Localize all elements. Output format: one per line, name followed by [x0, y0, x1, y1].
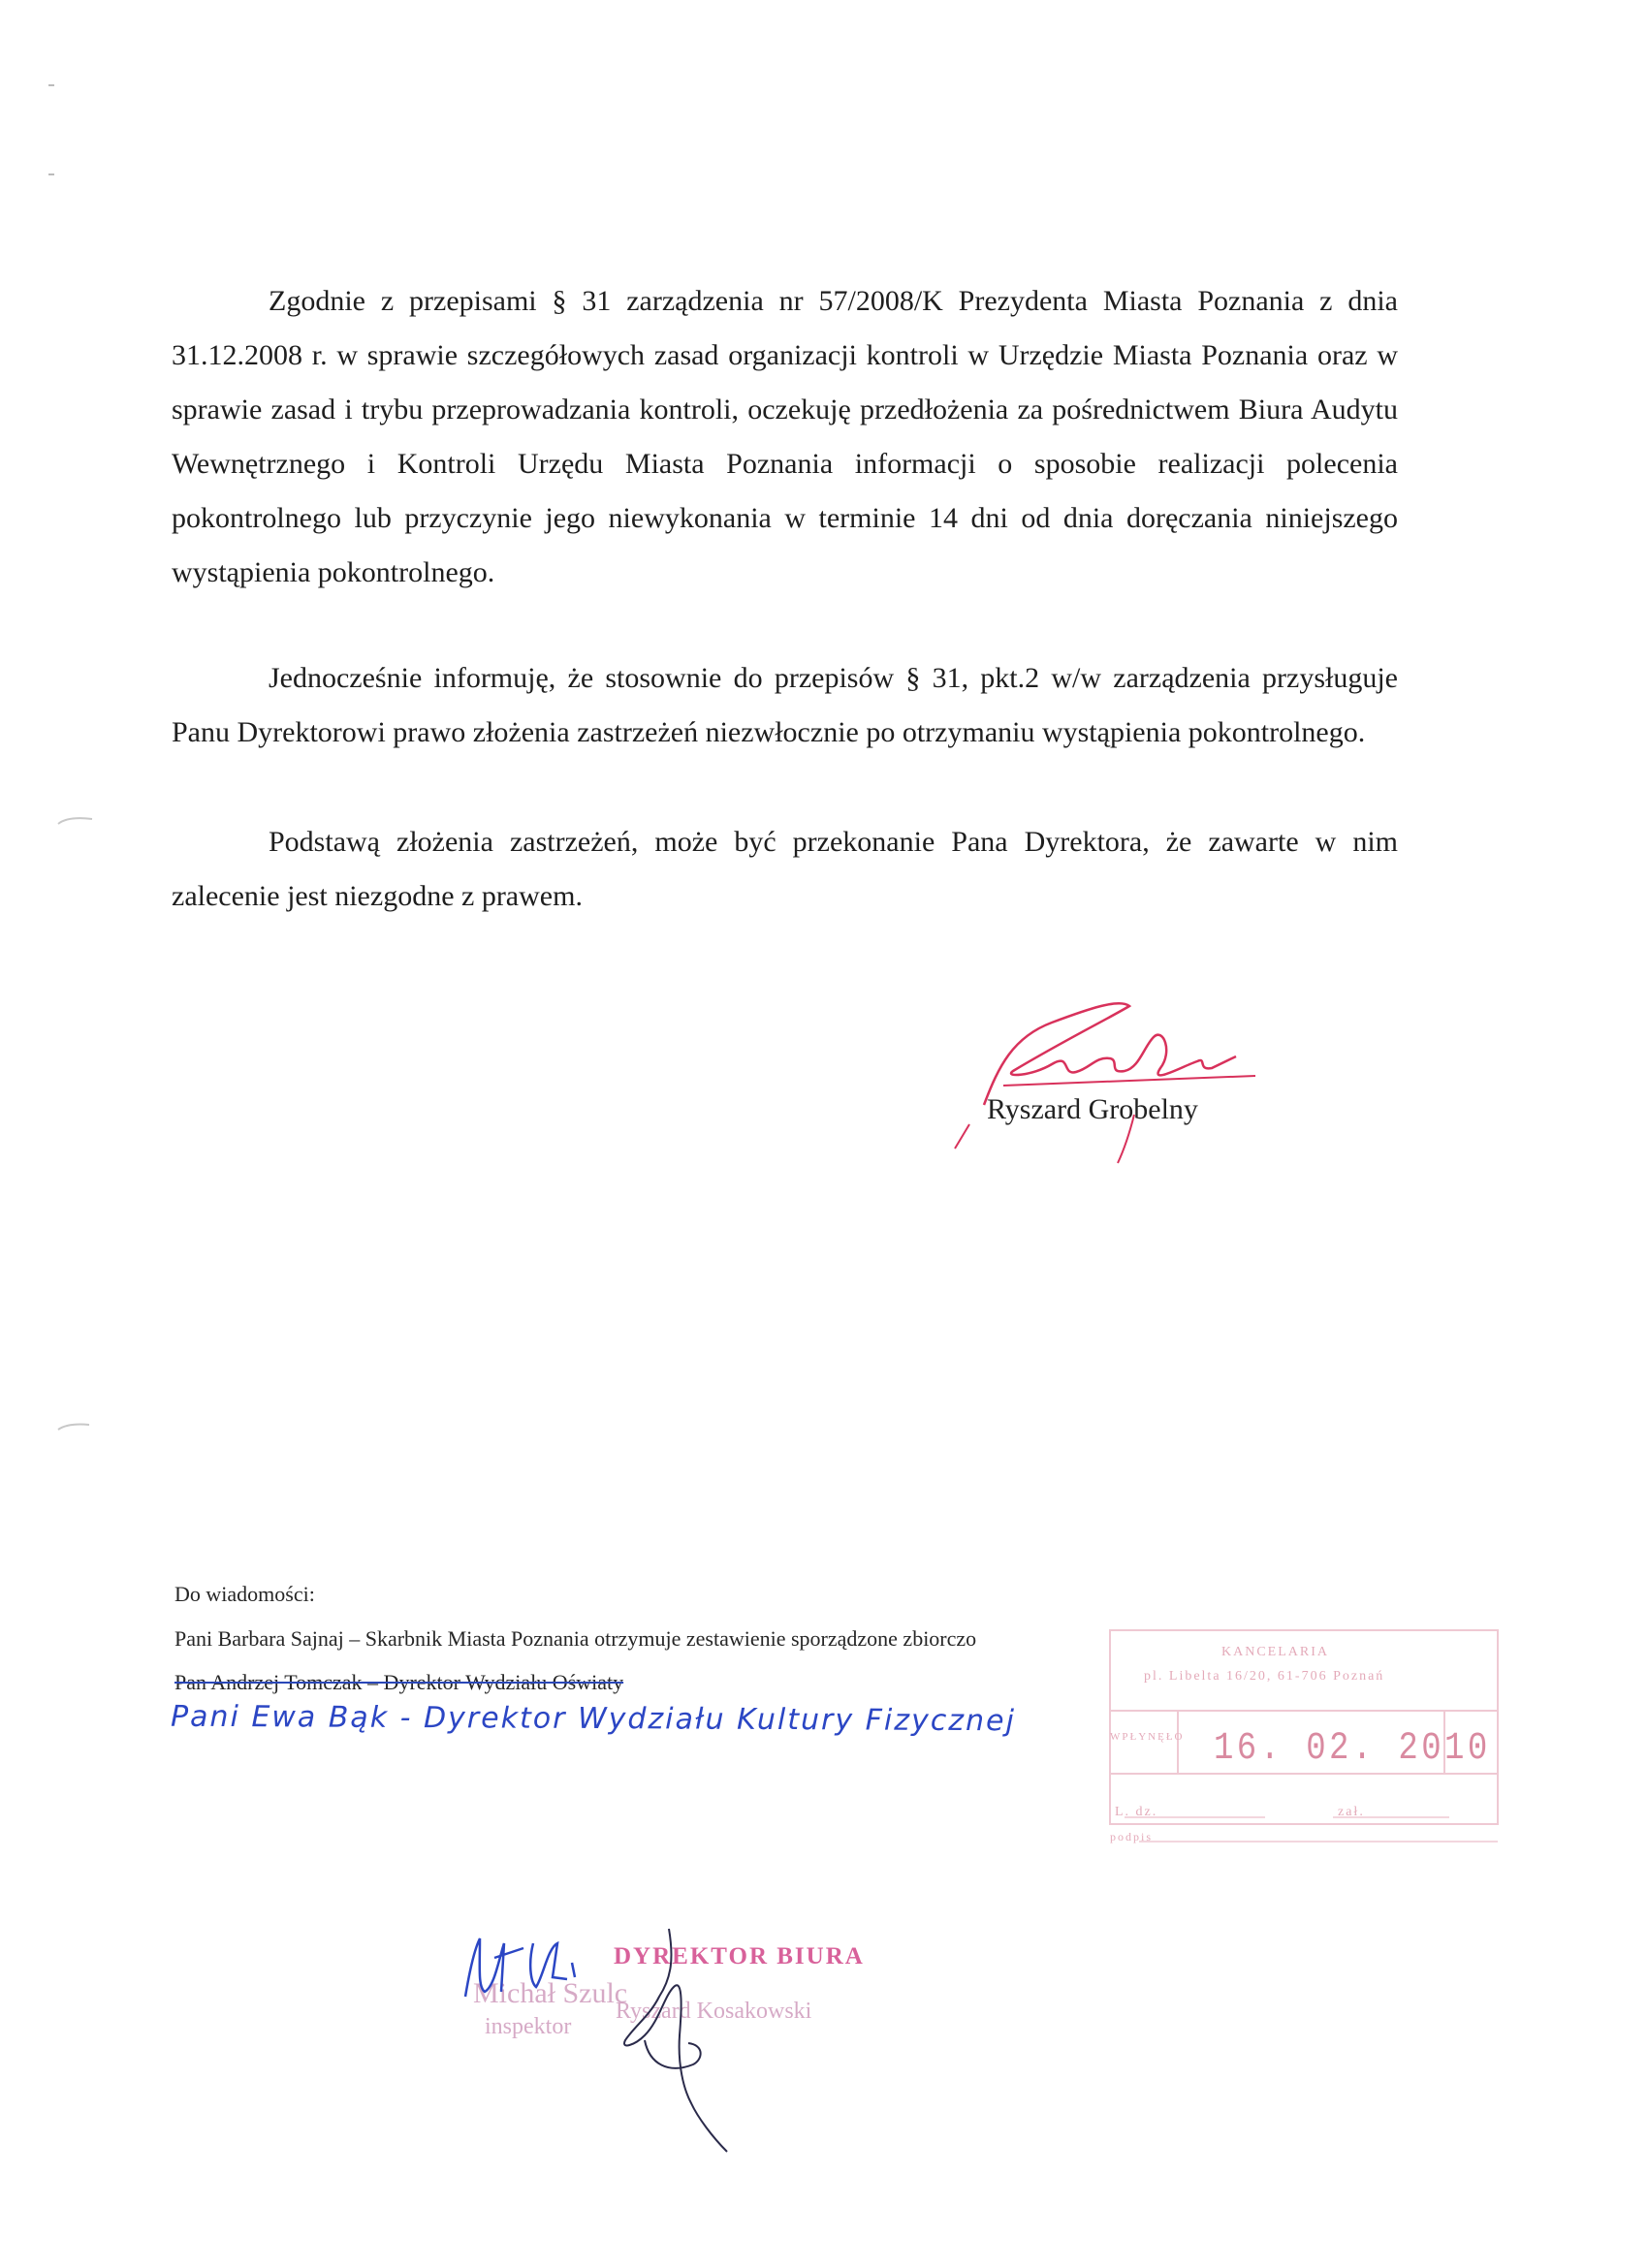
stamp-date: 16. 02. 2010 [1214, 1727, 1491, 1771]
handwritten-recipient: Pani Ewa Bąk - Dyrektor Wydziału Kultury Fizycznej [170, 1699, 1016, 1739]
cc-recipient: Pani Barbara Sajnaj – Skarbnik Miasta Poznania otrzymuje zestawienie sporządzone zbiorczo [174, 1626, 977, 1651]
paragraph-objection-right: Jednocześnie informuję, że stosownie do przepisów § 31, pkt.2 w/w zarządzenia przysługuje Panu Dyrektorowi prawo złożenia zastrzeżeń niezwłocznie po otrzymaniu wystąpienia pokontrolnego. [172, 662, 1398, 748]
director-stamp-title: DYREKTOR BIURA [614, 1943, 865, 1969]
scan-edge-marks [0, 0, 116, 2268]
director-name: Ryszard Kosakowski [616, 1999, 812, 2024]
signatory-name: Ryszard Grobelny [987, 1093, 1198, 1125]
stamp-signature-label: podpis [1110, 1830, 1154, 1843]
stamp-attachments-label: zał. [1338, 1805, 1365, 1819]
stamp-address: pl. Libelta 16/20, 61-706 Poznań [1144, 1669, 1385, 1684]
inspector-name: Michał Szulc [473, 1977, 628, 2009]
inspector-signatures [451, 1919, 858, 2190]
signature-scribble [945, 979, 1275, 1173]
paragraph-objection-basis: Podstawą złożenia zastrzeżeń, może być przekonanie Pana Dyrektora, że zawarte w nim zalecenie jest niezgodne z prawem. [172, 826, 1398, 912]
cc-label: Do wiadomości: [174, 1582, 315, 1606]
stamp-received-label: WPŁYNĘŁO [1110, 1731, 1185, 1743]
paragraph-obligation: Zgodnie z przepisami § 31 zarządzenia nr 57/2008/K Prezydenta Miasta Poznania z dnia 31.12.2008 r. w sprawie szczegółowych zasad organizacji kontroli w Urzędzie Miasta Poznania oraz w sprawie zasad i trybu przeprowadzania kontroli, oczekuję przedłożenia za pośrednictwem Biura Audytu Wewnętrznego i Kontroli Urzędu Miasta Poznania informacji o sposobie realizacji polecenia pokontrolnego lub przyczynie jego niewykonania w terminie 14 dni od dnia doręczania niniejszego wystąpienia pokontrolnego. [172, 285, 1398, 588]
stamp-number-label: L. dz. [1115, 1805, 1158, 1819]
inspector-role: inspektor [485, 2014, 572, 2039]
stamp-office: KANCELARIA [1221, 1645, 1329, 1659]
cc-recipient-struck: Pan Andrzej Tomczak – Dyrektor Wydziału Oświaty [174, 1670, 624, 1694]
